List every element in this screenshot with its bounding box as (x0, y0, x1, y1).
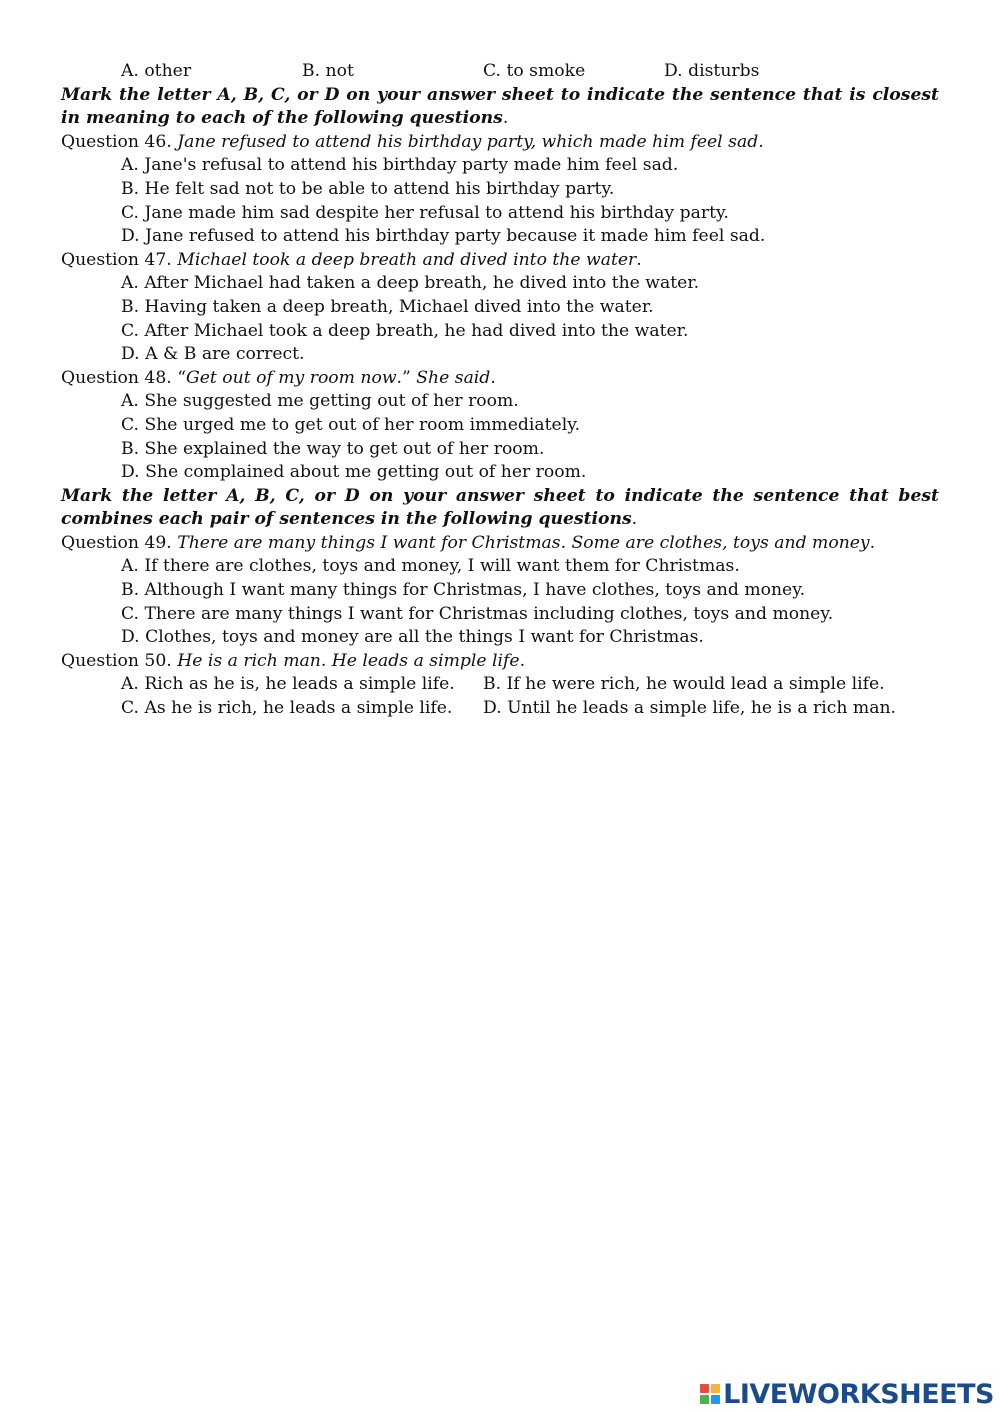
answer-option: B. Although I want many things for Christmas, I have clothes, toys and money. (121, 580, 806, 601)
option-d: D. disturbs (664, 61, 760, 81)
question-mid: .” (396, 367, 417, 388)
logo-mark-icon (700, 1384, 720, 1404)
answer-option: B. Having taken a deep breath, Michael dived into the water. (121, 296, 654, 317)
top-options-row (61, 60, 939, 84)
answer-option: A. She suggested me getting out of her room. (121, 391, 519, 412)
logo-square-red (700, 1384, 709, 1393)
question-stem: He is a rich man. He leads a simple life (177, 650, 520, 671)
option-a: A. other (121, 61, 192, 81)
question-stem: Get out of my room now (186, 367, 397, 388)
answer-option: C. Jane made him sad despite her refusal to attend his birthday party. (121, 202, 729, 223)
worksheet-page (61, 60, 939, 721)
answer-option: B. If he were rich, he would lead a simple life. (483, 674, 885, 695)
question-46 (61, 131, 939, 155)
question-end: . (869, 532, 876, 553)
option-b: B. not (302, 61, 354, 81)
question-stem: Michael took a deep breath and dived into the water (177, 249, 637, 270)
answer-option: C. She urged me to get out of her room immediately. (121, 414, 581, 435)
answer-option: D. She complained about me getting out of her room. (121, 462, 587, 483)
answer-options-row (61, 673, 939, 697)
answer-options-row (61, 697, 939, 721)
answer-option: D. Jane refused to attend his birthday party because it made him feel sad. (121, 226, 766, 247)
logo-text: LIVEWORKSHEETS (723, 1378, 994, 1410)
answer-option: A. If there are clothes, toys and money, I will want them for Christmas. (121, 556, 740, 577)
answer-option: A. Jane's refusal to attend his birthday party made him feel sad. (121, 155, 679, 176)
logo-square-yellow (711, 1384, 720, 1393)
answer-option: B. He felt sad not to be able to attend his birthday party. (121, 178, 615, 199)
section-instruction (61, 84, 939, 131)
instruction-trail: . (631, 509, 638, 530)
answer-option: D. Until he leads a simple life, he is a rich man. (483, 698, 896, 719)
instruction-text: Mark the letter A, B, C, or D on your answer sheet to indicate the sentence that is closest in meaning to each of the following questions (61, 84, 939, 129)
question-stem: There are many things I want for Christmas. Some are clothes, toys and money (177, 532, 870, 553)
logo-square-green (700, 1395, 709, 1404)
question-label: Question 46. (61, 131, 178, 152)
option-c: C. to smoke (483, 61, 586, 81)
question-end: . (758, 131, 764, 152)
instruction-text: Mark the letter A, B, C, or D on your answer sheet to indicate the sentence that best combines each pair of sentences in the following questions (61, 485, 939, 530)
question-label: Question 49. (61, 532, 178, 553)
question-50 (61, 650, 939, 674)
answer-option: D. A & B are correct. (121, 344, 305, 365)
question-label: Question 47. (61, 249, 178, 270)
liveworksheets-logo (700, 1379, 994, 1409)
answer-option: C. As he is rich, he leads a simple life. (121, 698, 453, 719)
question-label: Question 50. (61, 650, 178, 671)
question-47 (61, 249, 939, 273)
answer-option: A. Rich as he is, he leads a simple life. (121, 674, 455, 695)
question-49 (61, 532, 939, 556)
answer-option: C. After Michael took a deep breath, he had dived into the water. (121, 320, 689, 341)
answer-option: D. Clothes, toys and money are all the things I want for Christmas. (121, 627, 704, 648)
logo-square-blue (711, 1395, 720, 1404)
answer-option: A. After Michael had taken a deep breath, he dived into the water. (121, 273, 700, 294)
question-stem: Jane refused to attend his birthday party, which made him feel sad (177, 131, 759, 152)
question-end: . (519, 650, 526, 671)
question-label: Question 48. “ (61, 367, 187, 388)
question-stem-2: She said (416, 367, 491, 388)
question-48 (61, 367, 939, 391)
answer-option: C. There are many things I want for Christmas including clothes, toys and money. (121, 603, 834, 624)
answer-option: B. She explained the way to get out of her room. (121, 438, 545, 459)
question-end: . (636, 249, 642, 270)
question-end: . (490, 367, 496, 388)
instruction-trail: . (502, 108, 509, 129)
section-instruction (61, 485, 939, 532)
